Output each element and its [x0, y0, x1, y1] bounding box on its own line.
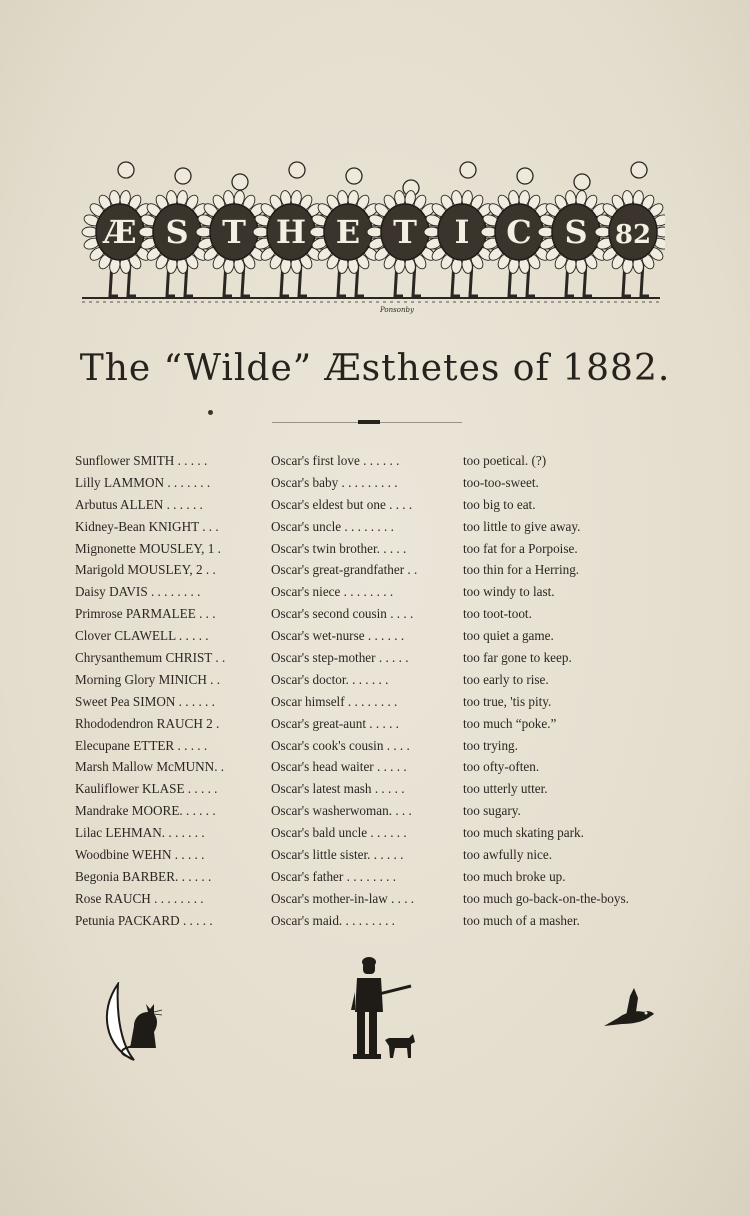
- roster-relation: Oscar's baby . . . . . . . . .: [271, 474, 398, 490]
- roster-name: Begonia BARBER. . . . . .: [75, 868, 212, 884]
- roster-name: Chrysanthemum CHRIST . .: [75, 650, 226, 666]
- banner-letter: T: [222, 213, 246, 251]
- roster-relation: Oscar's head waiter . . . . .: [271, 759, 407, 775]
- roster-name: Rhododendron RAUCH 2 .: [75, 715, 220, 731]
- roster-relation: Oscar's little sister. . . . . .: [271, 847, 404, 863]
- roster-row: [75, 759, 695, 781]
- roster-relation: Oscar's bald uncle . . . . . .: [271, 825, 407, 841]
- roster-name: Elecupane ETTER . . . . .: [75, 737, 208, 753]
- roster-name: Morning Glory MINICH . .: [75, 671, 221, 687]
- banner-letter: E: [335, 213, 361, 251]
- roster-note: too-too-sweet.: [463, 474, 539, 490]
- flying-bird-icon: [600, 982, 656, 1034]
- banner-letter: I: [454, 213, 470, 251]
- banner-figure: [595, 162, 665, 296]
- roster-note: too awfully nice.: [463, 847, 552, 863]
- roster-note: too utterly utter.: [463, 781, 548, 797]
- roster-name: Marsh Mallow McMUNN. .: [75, 759, 225, 775]
- roster-row: [75, 650, 695, 672]
- roster-relation: Oscar's first love . . . . . .: [271, 453, 400, 468]
- banner-letter: H: [275, 213, 307, 251]
- roster-name: Sunflower SMITH . . . . .: [75, 453, 208, 468]
- roster-relation: Oscar's uncle . . . . . . . .: [271, 518, 394, 534]
- roster-note: too toot-toot.: [463, 606, 532, 622]
- title-rule-ornament: [358, 420, 380, 424]
- roster-note: too early to rise.: [463, 671, 549, 687]
- banner-letter: S: [564, 213, 588, 251]
- banner-signature: Ponsonby: [380, 306, 414, 314]
- roster-name: Lilac LEHMAN. . . . . . .: [75, 825, 205, 841]
- roster-note: too much “poke.”: [463, 715, 557, 731]
- roster-note: too much skating park.: [463, 825, 584, 841]
- roster-note: too big to eat.: [463, 496, 536, 512]
- roster-relation: Oscar's twin brother. . . . .: [271, 540, 407, 556]
- roster-relation: Oscar's mother-in-law . . . .: [271, 890, 415, 906]
- roster-relation: Oscar's second cousin . . . .: [271, 606, 414, 622]
- roster-name: Kauliflower KLASE . . . . .: [75, 781, 218, 797]
- roster-relation: Oscar's great-aunt . . . . .: [271, 715, 399, 731]
- cat-on-moon-icon: [104, 982, 164, 1064]
- aesthetics-banner-illustration: [80, 140, 665, 315]
- roster-list: [75, 453, 695, 935]
- roster-row: [75, 497, 695, 519]
- banner-letter: Æ: [103, 213, 137, 251]
- roster-relation: Oscar's washerwoman. . . .: [271, 803, 412, 819]
- roster-row: [75, 606, 695, 628]
- roster-relation: Oscar himself . . . . . . . .: [271, 693, 398, 709]
- roster-name: Daisy DAVIS . . . . . . . .: [75, 584, 201, 600]
- roster-relation: Oscar's cook's cousin . . . .: [271, 737, 410, 753]
- roster-row: [75, 628, 695, 650]
- roster-row: [75, 847, 695, 869]
- roster-relation: Oscar's doctor. . . . . . .: [271, 671, 389, 687]
- roster-relation: Oscar's niece . . . . . . . .: [271, 584, 394, 600]
- roster-row: [75, 825, 695, 847]
- roster-relation: Oscar's maid. . . . . . . . .: [271, 912, 395, 928]
- banner-letter: 82: [614, 220, 652, 250]
- roster-row: [75, 781, 695, 803]
- ink-dot: [208, 410, 213, 415]
- roster-name: Rose RAUCH . . . . . . . .: [75, 890, 204, 906]
- roster-row: [75, 913, 695, 935]
- roster-name: Sweet Pea SIMON . . . . . .: [75, 693, 215, 709]
- roster-name: Petunia PACKARD . . . . .: [75, 912, 213, 928]
- roster-relation: Oscar's eldest but one . . . .: [271, 496, 413, 512]
- roster-name: Kidney-Bean KNIGHT . . .: [75, 518, 219, 534]
- banner-letter: C: [506, 213, 532, 251]
- roster-row: [75, 541, 695, 563]
- roster-relation: Oscar's step-mother . . . . .: [271, 650, 409, 666]
- roster-note: too fat for a Porpoise.: [463, 540, 578, 556]
- roster-name: Primrose PARMALEE . . .: [75, 606, 216, 622]
- roster-row: [75, 694, 695, 716]
- roster-relation: Oscar's wet-nurse . . . . . .: [271, 628, 405, 644]
- roster-name: Mandrake MOORE. . . . . .: [75, 803, 216, 819]
- roster-name: Mignonette MOUSLEY, 1 .: [75, 540, 221, 556]
- roster-relation: Oscar's father . . . . . . . .: [271, 868, 397, 884]
- roster-note: too little to give away.: [463, 518, 581, 534]
- page-title: The “Wilde” Æsthetes of 1882.: [79, 348, 671, 389]
- roster-note: too far gone to keep.: [463, 650, 572, 666]
- roster-row: [75, 738, 695, 760]
- roster-relation: Oscar's great-grandfather . .: [271, 562, 418, 578]
- roster-row: [75, 869, 695, 891]
- roster-row: [75, 672, 695, 694]
- roster-row: [75, 519, 695, 541]
- roster-row: [75, 562, 695, 584]
- roster-row: [75, 716, 695, 738]
- roster-name: Clover CLAWELL . . . . .: [75, 628, 209, 644]
- banner-figure: [367, 180, 443, 296]
- banner-letter: T: [393, 213, 417, 251]
- roster-name: Lilly LAMMON . . . . . . .: [75, 474, 211, 490]
- roster-note: too quiet a game.: [463, 628, 554, 644]
- roster-row: [75, 891, 695, 913]
- roster-note: too sugary.: [463, 803, 521, 819]
- roster-note: too poetical. (?): [463, 453, 547, 468]
- hunter-with-dog-icon: [345, 952, 417, 1064]
- roster-note: too much broke up.: [463, 868, 566, 884]
- roster-relation: Oscar's latest mash . . . . .: [271, 781, 405, 797]
- roster-name: Marigold MOUSLEY, 2 . .: [75, 562, 216, 578]
- roster-note: too thin for a Herring.: [463, 562, 580, 578]
- roster-name: Arbutus ALLEN . . . . . .: [75, 496, 203, 512]
- roster-note: too ofty-often.: [463, 759, 540, 775]
- roster-row: [75, 475, 695, 497]
- roster-name: Woodbine WEHN . . . . .: [75, 847, 205, 863]
- roster-row: [75, 803, 695, 825]
- roster-note: too much go-back-on-the-boys.: [463, 890, 629, 906]
- roster-note: too trying.: [463, 737, 518, 753]
- banner-letter: S: [165, 213, 189, 251]
- roster-note: too windy to last.: [463, 584, 555, 600]
- roster-row: [75, 584, 695, 606]
- roster-note: too much of a masher.: [463, 912, 580, 928]
- roster-note: too true, 'tis pity.: [463, 693, 552, 709]
- roster-row: [75, 453, 695, 475]
